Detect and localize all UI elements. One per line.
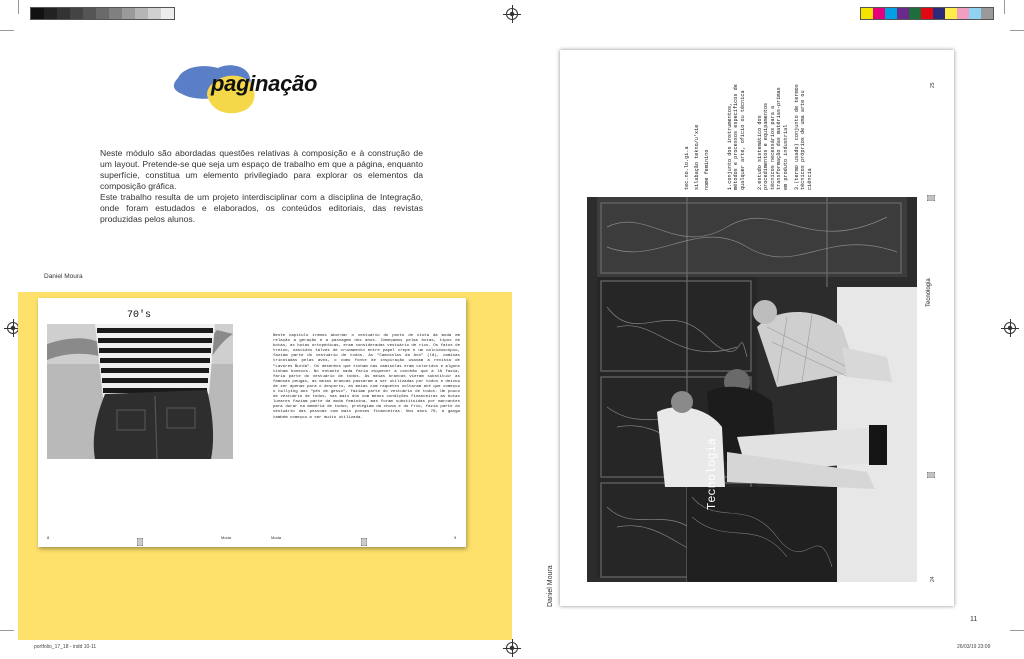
page-title: paginação [211,71,318,96]
gray-swatch [109,8,122,19]
crop-mark [18,0,19,14]
publication-logo-icon [927,465,935,471]
definition-3: 3.(termo usado) conjunto de termos técnicos próprios de uma arte ou ciência [794,84,813,190]
grayscale-color-bar [30,7,175,20]
process-color-bar [860,7,994,20]
slug-date: 26/03/19 23:09 [957,644,991,650]
color-swatch [933,8,945,19]
crop-mark [0,30,14,31]
section-label: Tecnologia [926,278,932,307]
color-swatch [885,8,897,19]
color-swatch [945,8,957,19]
dictionary-word: tec.no.lo.gi.a [684,146,690,190]
slug-file-info: portfolio_17_18 - indd 10-11 [34,644,97,650]
gray-swatch [148,8,161,19]
gray-swatch [96,8,109,19]
dictionary-syllables: silabação tekno/u'xie [694,124,700,190]
registration-mark-bottom [506,642,518,654]
crop-mark [1010,630,1024,631]
registration-mark-top [506,8,518,20]
crop-mark [1004,0,1005,14]
color-swatch [981,8,993,19]
photo-caption: Tecnologia [705,437,719,510]
color-swatch [873,8,885,19]
gray-swatch [44,8,57,19]
definition-1: 1.conjunto dos instrumentos, métodos e processos específicos de qualquer arte, ofício ou técnica [727,84,746,190]
gray-swatch [57,8,70,19]
intro-paragraph-1: Neste módulo são abordadas questões relativas à composição e à construção de um layout. Pretende-se que seja um espaço de trabalho em que a página, enquanto superfície, constitua um elemento privilegiado para explorar os elementos da composição gráfica. [100,148,423,191]
registration-mark-right [1004,322,1016,334]
crop-mark [1010,30,1024,31]
publication-logo-icon [137,533,143,541]
color-swatch [957,8,969,19]
intro-paragraph-2: Este trabalho resulta de um projeto interdisciplinar com a disciplina de Integração, onde foram estudados e elaborados, os conteúdos editoriais, das revistas produzidas pelos alunos. [100,192,423,224]
intro-text [100,148,423,225]
color-swatch [861,8,873,19]
publication-logo-icon [927,188,935,194]
crop-mark [0,630,14,631]
spread-body-text: Neste capítulo iremos abordar o vestuário do ponto de vista da moda em relação a geração e a passagem dos anos. Começamos pelas botas, tipos de botas, as botas ortopédicas, eram consideradas vestuário de rico. Os fatos de treino, nascidos talvez de cruzamento entre papel crepe e um calcidoscópio, faziam parte do vestuário de todos. As "Camisolas da Avó" (lã), camisas tricotadas pelas avós, o como fonte de inspiração usavam a revista de "Lavores Burda". Os desenhos que tinham nas camisolas eram coloridos e alguns tinham bonecos. No entanto nada faria esquecer a conchão que a lã fazia, faria parte do vestuário de todos. As meias brancas vieram substituir as famosas peúgas, as meias brancas passaram a ser utilizadas por todos e deixou de ser apenas para o desporto, as meias com raquetes voltaram até que começou o bullying aos "pés de gesso", faziam parte do vestuário de todos. Um pouco de vestuário de todos, nas mais dos com menos condições financeiras as botas lunares faziam parte da moda feminina, mas foram substituídas por marcantes para durar na memória de todos, protegiam da chuva e do frio, fazia parte do vestuário das pessoas com mais posses financeiras. Nos anos 70, a ganga também começou a ser muito utilizada. [273,334,460,420]
gray-swatch [122,8,135,19]
definition-2: 2.estudo sistemático dos procedimentos e equipamentos técnicos necessários para a transformação das matérias-primas em produto industrial [757,87,789,190]
color-swatch [969,8,981,19]
gray-swatch [31,8,44,19]
gray-swatch [135,8,148,19]
spread-section-label-right: Moda [271,535,282,540]
gray-swatch [83,8,96,19]
page-number-bottom: 24 [930,576,936,582]
spread-heading: 70's [127,310,152,321]
gray-swatch [161,8,174,19]
spread-page-number-right: 9 [454,535,457,540]
spread-section-label-left: Moda [221,535,232,540]
folio-number: 11 [970,616,978,623]
author-name-right: Daniel Moura [547,565,554,607]
publication-logo-icon [361,533,367,541]
color-swatch [921,8,933,19]
author-name: Daniel Moura [44,273,83,280]
color-swatch [897,8,909,19]
color-swatch [909,8,921,19]
dictionary-gender: nome feminino [704,149,710,190]
technology-photo [587,197,917,582]
gray-swatch [70,8,83,19]
spread-page-number-left: 8 [47,535,50,540]
fashion-photo [47,324,233,459]
page-number-top: 25 [930,82,936,88]
